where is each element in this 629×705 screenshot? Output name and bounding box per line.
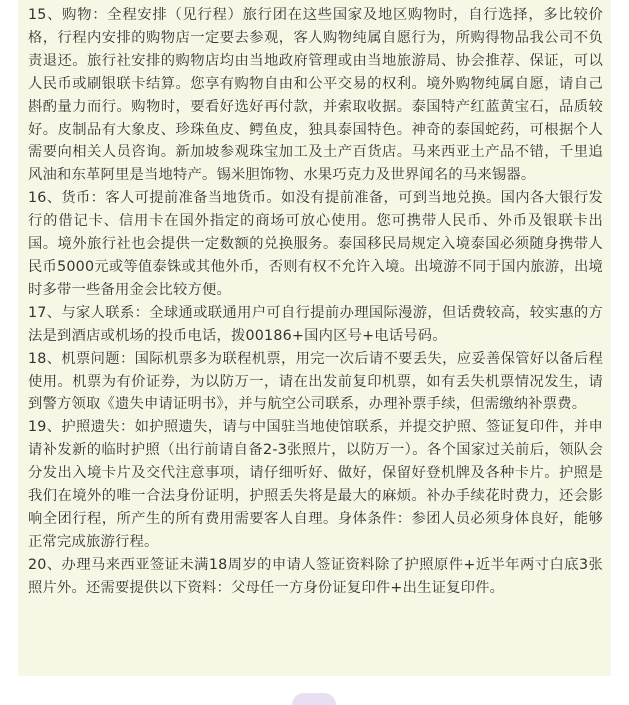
paragraph-passport-loss: 19、护照遗失：如护照遗失，请与中国驻当地使馆联系，并提交护照、签证复印件，并申请补发新的临时护照（出行前请自备2-3张照片，以防万一）。各个国家过关前后，领队会分发出入境卡片及交代注意事项，请仔细听好、做好，保留好登机牌及各种卡片。护照是我们在境外的唯一合法身份证明，护照丢失将是最大的麻烦。补办手续花时费力，还会影响全团行程，所产生的所有费用需要客人自理。身体条件：参团人员必须身体良好，能够正常完成旅游行程。 [28,419,603,550]
decorative-circle-icon [292,693,336,705]
paragraph-currency: 16、货币：客人可提前准备当地货币。如没有提前准备，可到当地兑换。国内各大银行发行的借记卡、信用卡在国外指定的商场可放心使用。您可携带人民币、外币及银联卡出国。境外旅行社也会提供一定数额的兑换服务。泰国移民局规定入境泰国必须随身携带人民币5000元或等值泰铢或其他外币，否则有权不允许入境。出境游不同于国内旅游，出境时多带一些备用金会比较方便。 [28,190,603,298]
paragraph-malaysia-visa: 20、办理马来西亚签证未满18周岁的申请人签证资料除了护照原件+近半年两寸白底3张照片外。还需要提供以下资料：父母任一方身份证复印件+出生证复印件。 [28,556,603,596]
paragraph-air-tickets: 18、机票问题：国际机票多为联程机票，用完一次后请不要丢失，应妥善保管好以备后程使用。机票为有价证券，为以防万一，请在出发前复印机票，如有丢失机票情况发生，请到警方领取《遗失申请证明书》，并与航空公司联系，办理补票手续，但需缴纳补票费。 [28,350,603,413]
notice-panel [18,0,611,676]
paragraph-shopping: 15、购物：全程安排（见行程）旅行团在这些国家及地区购物时，自行选择，多比较价格，行程内安排的购物店一定要去参观，客人购物纯属自愿行为，所购得物品我公司不负责退还。旅行社安排的购物店均由当地政府管理或由当地旅游局、协会推荐、保证，可以人民币或刷银联卡结算。您享有购物自由和公平交易的权利。境外购物纯属自愿，请自己斟酌量力而行。购物时，要看好选好再付款，并索取收据。泰国特产红蓝黄宝石，品质较好。皮制品有大象皮、珍珠鱼皮、鳄鱼皮，独具泰国特色。神奇的泰国蛇药，可根据个人需要向相关人员咨询。新加坡参观珠宝加工及土产百货店。马来西亚土产品不错，千里追风油和东革阿里是当地特产。锡米胆饰物、水果巧克力及世界闻名的马来锡器。 [28,7,603,184]
paragraph-family-contact: 17、与家人联系：全球通或联通用户可自行提前办理国际漫游，但话费较高，较实惠的方法是到酒店或机场的投币电话，拨00186+国内区号+电话号码。 [28,304,603,344]
